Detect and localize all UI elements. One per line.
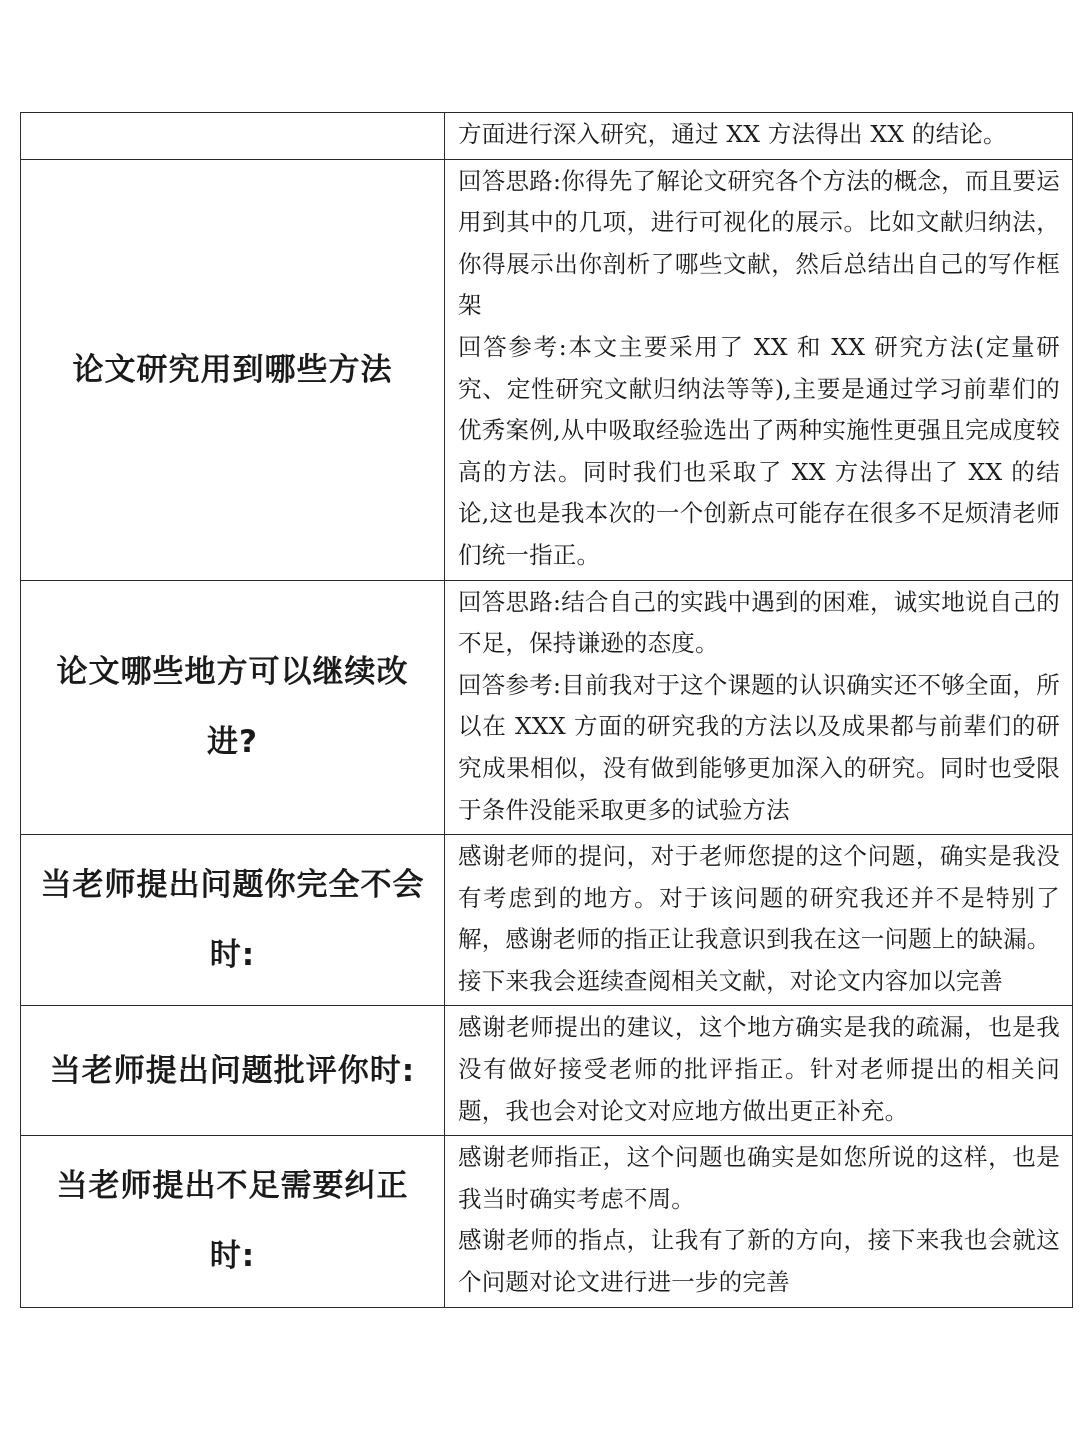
- answer-cell: [445, 580, 1073, 835]
- answer-paragraph: 回答参考:本文主要采用了 XX 和 XX 研究方法(定量研究、定性研究文献归纳法等等),主要是通过学习前辈们的优秀案例,从中吸取经验选出了两种实施性更强且完成度较高的方法。同时我们也采取了 XX 方法得出了 XX 的结论,这也是我本次的一个创新点可能存在很多不足烦清老师们统一指正。: [458, 332, 1060, 569]
- answer-paragraph: 感谢老师的指点，让我有了新的方向，接下来我也会就这个问题对论文进行进一步的完善: [458, 1226, 1060, 1297]
- answer-cell: [445, 835, 1073, 1006]
- table-row: [21, 580, 1073, 835]
- answer-paragraph: 回答思路:你得先了解论文研究各个方法的概念，而且要运用到其中的几项，进行可视化的展示。比如文献归纳法，你得展示出你剖析了哪些文献，然后总结出自己的写作框架: [458, 166, 1060, 320]
- question-cell: 当老师提出问题批评你时:: [21, 1006, 445, 1136]
- table-row: [21, 1006, 1073, 1136]
- answer-paragraph: 回答思路:结合自己的实践中遇到的困难，诚实地说自己的不足，保持谦逊的态度。: [458, 587, 1060, 658]
- question-cell: 当老师提出不足需要纠正时:: [21, 1136, 445, 1307]
- answer-cell: [445, 113, 1073, 160]
- qa-table: [20, 112, 1073, 1308]
- answer-paragraph: 感谢老师的提问，对于老师您提的这个问题，确实是我没有考虑到的地方。对于该问题的研究我还并不是特别了解，感谢老师的指正让我意识到我在这一问题上的缺漏。: [458, 842, 1060, 954]
- question-cell: 论文哪些地方可以继续改进?: [21, 580, 445, 835]
- table-row: [21, 1136, 1073, 1307]
- answer-cell: [445, 1006, 1073, 1136]
- answer-paragraph: 回答参考:目前我对于这个课题的认识确实还不够全面，所以在 XXX 方面的研究我的方法以及成果都与前辈们的研究成果相似，没有做到能够更加深入的研究。同时也受限于条件没能采取更多的试验方法: [458, 670, 1060, 824]
- answer-paragraph: 感谢老师指正，这个问题也确实是如您所说的这样，也是我当时确实考虑不周。: [458, 1143, 1060, 1213]
- answer-paragraph: 接下来我会逛续查阅相关文献，对论文内容加以完善: [458, 966, 1004, 995]
- question-cell: [21, 113, 445, 160]
- question-cell: 论文研究用到哪些方法: [21, 159, 445, 580]
- table-row: [21, 113, 1073, 160]
- answer-cell: [445, 159, 1073, 580]
- answer-paragraph: 方面进行深入研究，通过 XX 方法得出 XX 的结论。: [458, 120, 1007, 148]
- table-row: [21, 835, 1073, 1006]
- question-cell: 当老师提出问题你完全不会时:: [21, 835, 445, 1006]
- table-row: [21, 159, 1073, 580]
- answer-cell: [445, 1136, 1073, 1307]
- answer-paragraph: 感谢老师提出的建议，这个地方确实是我的疏漏，也是我没有做好接受老师的批评指正。针对老师提出的相关问题，我也会对论文对应地方做出更正补充。: [458, 1013, 1060, 1125]
